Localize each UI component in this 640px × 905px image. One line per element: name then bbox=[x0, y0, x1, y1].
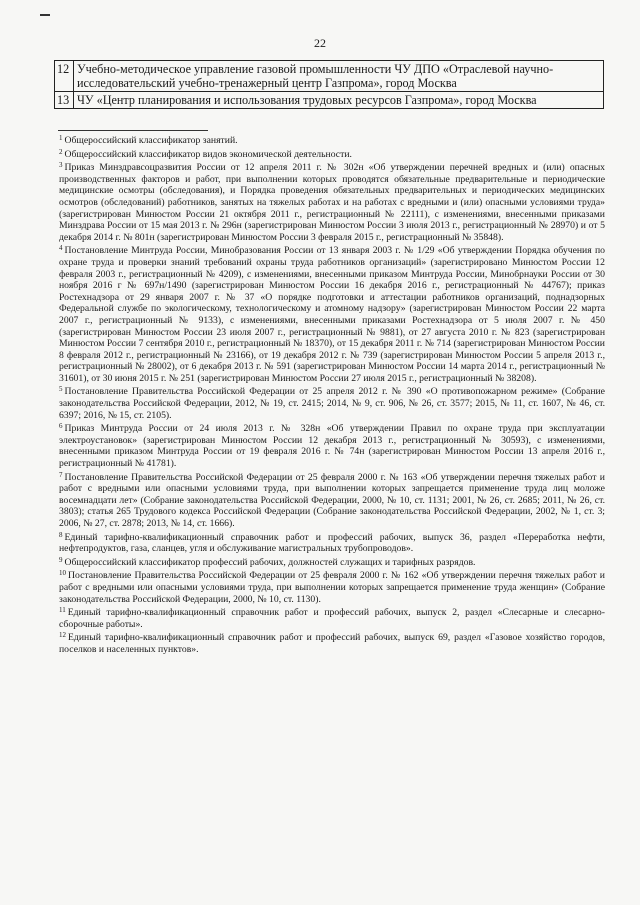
organization-name: ЧУ «Центр планирования и использования трудовых ресурсов Газпрома», город Москва bbox=[74, 92, 604, 109]
table-row bbox=[55, 92, 604, 109]
footnote bbox=[59, 133, 605, 147]
page-number: 22 bbox=[314, 36, 326, 50]
footnote-text: Приказ Минздравсоцразвития России от 12 апреля 2011 г. № 302н «Об утверждении перечней вредных и (или) опасных производственных факторов и работ, при выполнении которых проводятся обязательные предварительные и периодические медицинские осмотры (обследования), и Порядка проведения обязательных предварительных и периодических медицинских осмотров (обследований) работников, занятых на тяжелых работах и на работах с вредными и (или) опасными условиями труда» (зарегистрирован Минюстом России 21 октября 2011 г., регистрационный № 22111), с изменениями, внесенными приказами Минздрава России от 15 мая 2013 г. № 296н (зарегистрирован Минюстом России 3 июля 2013 г., регистрационный № 28970) и от 5 декабря 2014 г. № 801н (зарегистрирован Минюстом России 3 февраля 2015 г., регистрационный № 35848). bbox=[59, 162, 605, 243]
footnote bbox=[59, 160, 605, 243]
footnote bbox=[59, 605, 605, 630]
footnote-text: Единый тарифно-квалификационный справочник работ и профессий рабочих, выпуск 36, раздел «Переработка нефти, нефтепродуктов, газа, сланцев, угля и обслуживание магистральных трубопроводов». bbox=[59, 531, 605, 555]
footnote bbox=[59, 630, 605, 655]
footnote-text: Приказ Минтруда России от 24 июля 2013 г. № 328н «Об утверждении Правил по охране труда при эксплуатации электроустановок» (зарегистрирован Минюстом России 12 декабря 2013 г., регистрационный № 30593), с изменениями, внесенными приказом Минтруда России от 19 февраля 2016 г. № 74н (зарегистрирован Минюстом России 13 апреля 2016 г., регистрационный № 41781). bbox=[59, 423, 605, 470]
footnote-number: 10 bbox=[59, 569, 66, 578]
footnote-number: 9 bbox=[59, 555, 63, 564]
row-number: 13 bbox=[55, 92, 74, 109]
footnote-divider bbox=[58, 130, 208, 131]
footnote-number: 5 bbox=[59, 385, 63, 394]
footnote-text: Постановление Правительства Российской Федерации от 25 февраля 2000 г. № 162 «Об утверждении перечня тяжелых работ и работ с вредными или опасными условиями труда, при выполнении которых запрещается применение труда женщин» (Собрание законодательства Российской Федерации, 2000, № 10, ст. 1130). bbox=[59, 570, 605, 605]
footnote bbox=[59, 147, 605, 161]
footnote-text: Единый тарифно-квалификационный справочник работ и профессий рабочих, выпуск 2, раздел «Слесарные и слесарно-сборочные работы». bbox=[59, 607, 605, 630]
footnote-number: 4 bbox=[59, 244, 63, 253]
footnote-number: 11 bbox=[59, 606, 66, 615]
footnote-number: 12 bbox=[59, 631, 66, 640]
footnote-number: 8 bbox=[59, 530, 63, 539]
organization-name: Учебно-методическое управление газовой промышленности ЧУ ДПО «Отраслевой научно-исследовательский учебно-тренажерный центр Газпрома», город Москва bbox=[74, 61, 604, 92]
footnote-text: Общероссийский классификатор занятий. bbox=[64, 135, 238, 146]
footnote-text: Единый тарифно-квалификационный справочник работ и профессий рабочих, выпуск 69, раздел «Газовое хозяйство городов, поселков и населенных пунктов». bbox=[59, 632, 605, 655]
footnote bbox=[59, 530, 605, 555]
footnote-number: 7 bbox=[59, 470, 63, 479]
footnote bbox=[59, 470, 605, 530]
table-row bbox=[55, 61, 604, 92]
footnote-text: Постановление Правительства Российской Федерации от 25 февраля 2000 г. № 163 «Об утверждении перечня тяжелых работ и работ с вредными или опасными условиями труда, при выполнении которых запрещается применение труда лиц моложе восемнадцати лет» (Собрание законодательства Российской Федерации, 2000, № 10, ст. 1131; 2001, № 26, ст. 2685; 2011, № 26, ст. 3803); статья 265 Трудового кодекса Российской Федерации (Собрание законодательства Российской Федерации, 2002, № 1, ст. 3; 2006, № 27, ст. 2878; 2013, № 14, ст. 1666). bbox=[59, 471, 605, 529]
footnote bbox=[59, 568, 605, 605]
footnotes bbox=[59, 133, 605, 656]
footnote bbox=[59, 421, 605, 469]
footnote-number: 1 bbox=[59, 134, 63, 142]
footnote-text: Постановление Минтруда России, Минобразования России от 13 января 2003 г. № 1/29 «Об утверждении Порядка обучения по охране труда и проверки знаний требований охраны труда работников организаций» (зарегистрировано Минюстом России 12 февраля 2003 г., регистрационный № 4209), с изменениями, внесенными приказом Минтруда России, Минобрнауки России от 30 ноября 2016 г № 697н/1490 (зарегистрирован Минюстом России 16 декабря 2016 г., регистрационный № 44767); приказ Ростехнадзора от 29 января 2007 г. № 37 «О порядке подготовки и аттестации работников организаций, поднадзорных Федеральной службе по экологическому, технологическому и атомному надзору» (зарегистрирован Минюстом России 22 марта 2007 г., регистрационный № 9133), с изменениями, внесенными приказами Ростехнадзора от 5 июля 2007 г. № 450 (зарегистрирован Минюстом России 23 июля 2007 г., регистрационный № 9881), от 27 августа 2010 г. № 823 (зарегистрирован Минюстом России 7 сентября 2010 г., регистрационный № 18370), от 15 декабря 2011 г. № 714 (зарегистрирован Минюстом России 8 февраля 2012 г., регистрационный № 23166), от 19 декабря 2012 г. № 739 (зарегистрирован Минюстом России 5 апреля 2013 г., регистрационный № 28002), от 6 декабря 2013 г. № 591 (зарегистрирован Минюстом России 14 марта 2014 г., регистрационный № 31601), от 30 июня 2015 г. № 251 (зарегистрирован Минюстом России 27 июля 2015 г., регистрационный № 38208). bbox=[59, 245, 605, 384]
footnote-text: Общероссийский классификатор видов экономической деятельности. bbox=[64, 148, 352, 160]
footnote-number: 3 bbox=[59, 161, 63, 170]
footnote-text: Постановление Правительства Российской Федерации от 25 апреля 2012 г. № 390 «О противопожарном режиме» (Собрание законодательства Российской Федерации, 2012, № 19, ст. 2415; 2014, № 9, ст. 906, № 26, ст. 3577; 2015, № 11, ст. 1607, № 46, ст. 6397; 2016, № 15, ст. 2105). bbox=[59, 386, 605, 421]
footnote-text: Общероссийский классификатор профессий рабочих, должностей служащих и тарифных разрядов. bbox=[64, 556, 476, 568]
corner-mark bbox=[40, 14, 50, 16]
footnote bbox=[59, 555, 605, 569]
footnote bbox=[59, 243, 605, 384]
row-number: 12 bbox=[55, 61, 74, 92]
footnote-number: 6 bbox=[59, 422, 63, 431]
footnote bbox=[59, 384, 605, 421]
footnote-number: 2 bbox=[59, 147, 63, 156]
organizations-table bbox=[54, 60, 604, 109]
